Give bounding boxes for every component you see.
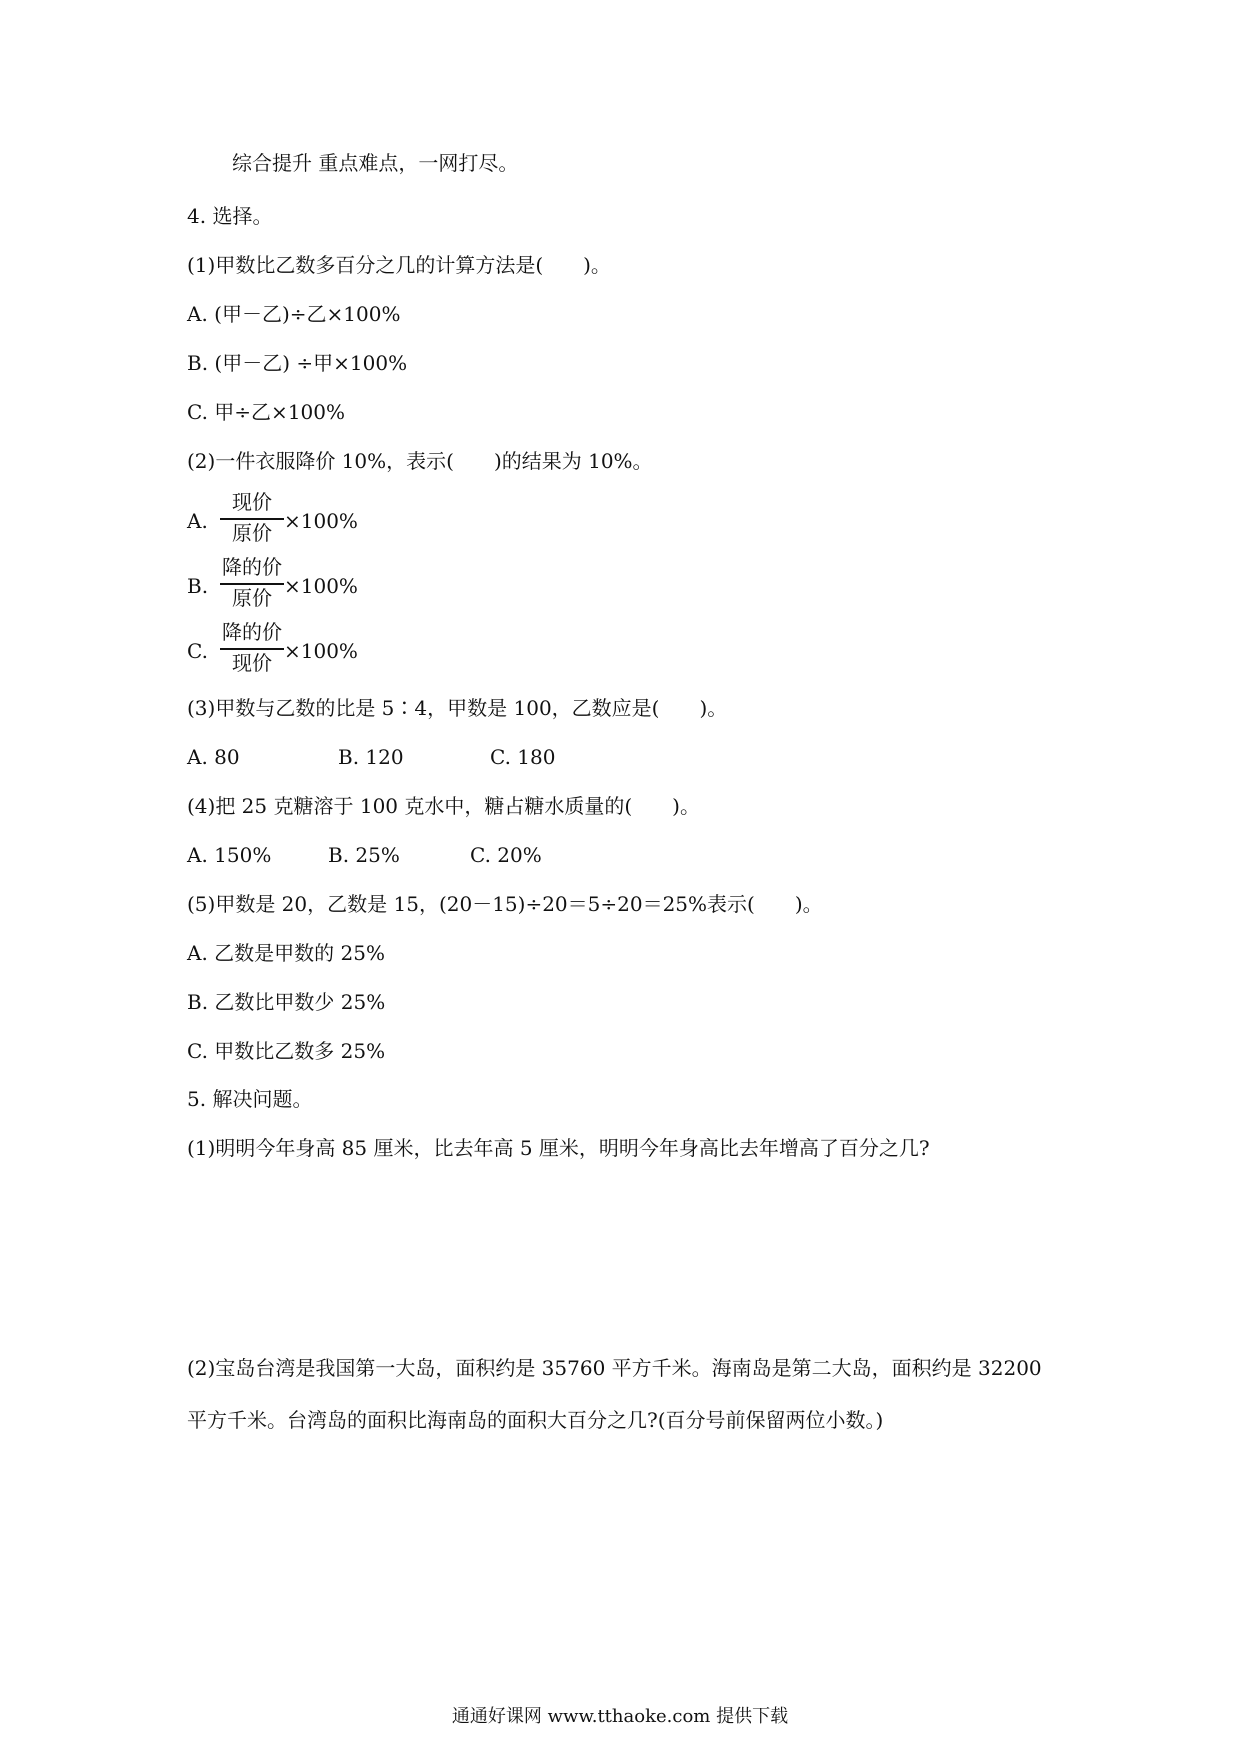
option-label: A. <box>187 509 208 533</box>
q4-3-question: (3)甲数与乙数的比是 5∶4，甲数是 100，乙数应是( )。 <box>187 696 728 720</box>
fraction-denominator: 现价 <box>232 651 272 675</box>
q5-1-question: (1)明明今年身高 85 厘米，比去年高 5 厘米，明明今年身高比去年增高了百分之几? <box>187 1136 930 1160</box>
option-label: C. <box>187 639 208 663</box>
q4-3-option-a: A. 80 <box>187 745 240 769</box>
q4-3-option-c: C. 180 <box>490 745 556 769</box>
q4-5-question: (5)甲数是 20，乙数是 15，(20－15)÷20＝5÷20＝25%表示( )。 <box>187 892 823 916</box>
q4-4-question: (4)把 25 克糖溶于 100 克水中，糖占糖水质量的( )。 <box>187 794 700 818</box>
q4-4-option-c: C. 20% <box>470 843 542 867</box>
fraction-bar <box>220 648 284 650</box>
fraction-numerator: 降的价 <box>222 620 282 644</box>
q4-1-option-c: C. 甲÷乙×100% <box>187 400 345 424</box>
fraction-bar <box>220 518 284 520</box>
times-percent: ×100% <box>284 639 358 663</box>
q4-2-question: (2)一件衣服降价 10%，表示( )的结果为 10%。 <box>187 449 653 473</box>
fraction-denominator: 原价 <box>232 586 272 610</box>
q4-1-option-a: A. (甲－乙)÷乙×100% <box>187 302 401 326</box>
times-percent: ×100% <box>284 574 358 598</box>
q4-5-option-c: C. 甲数比乙数多 25% <box>187 1039 386 1063</box>
question-4-title: 4. 选择。 <box>187 204 273 228</box>
section-title: 综合提升 重点难点，一网打尽。 <box>232 151 519 175</box>
option-label: B. <box>187 574 209 598</box>
q4-3-option-b: B. 120 <box>338 745 404 769</box>
q4-5-option-b: B. 乙数比甲数少 25% <box>187 990 386 1014</box>
times-percent: ×100% <box>284 509 358 533</box>
fraction-denominator: 原价 <box>232 521 272 545</box>
footer-credit: 通通好课网 www.tthaoke.com 提供下载 <box>451 1706 789 1727</box>
q4-1-option-b: B. (甲－乙) ÷甲×100% <box>187 351 408 375</box>
q4-4-option-a: A. 150% <box>187 843 272 867</box>
fraction-bar <box>220 583 284 585</box>
fraction-numerator: 现价 <box>232 490 272 514</box>
q5-2-question-line1: (2)宝岛台湾是我国第一大岛，面积约是 35760 平方千米。海南岛是第二大岛，面积约是 32200 <box>187 1356 1042 1380</box>
question-5-title: 5. 解决问题。 <box>187 1087 313 1111</box>
fraction-numerator: 降的价 <box>222 555 282 579</box>
q4-4-option-b: B. 25% <box>328 843 400 867</box>
q4-5-option-a: A. 乙数是甲数的 25% <box>187 941 385 965</box>
q5-2-question-line2: 平方千米。台湾岛的面积比海南岛的面积大百分之几?(百分号前保留两位小数。) <box>187 1408 884 1432</box>
q4-1-question: (1)甲数比乙数多百分之几的计算方法是( )。 <box>187 253 611 277</box>
